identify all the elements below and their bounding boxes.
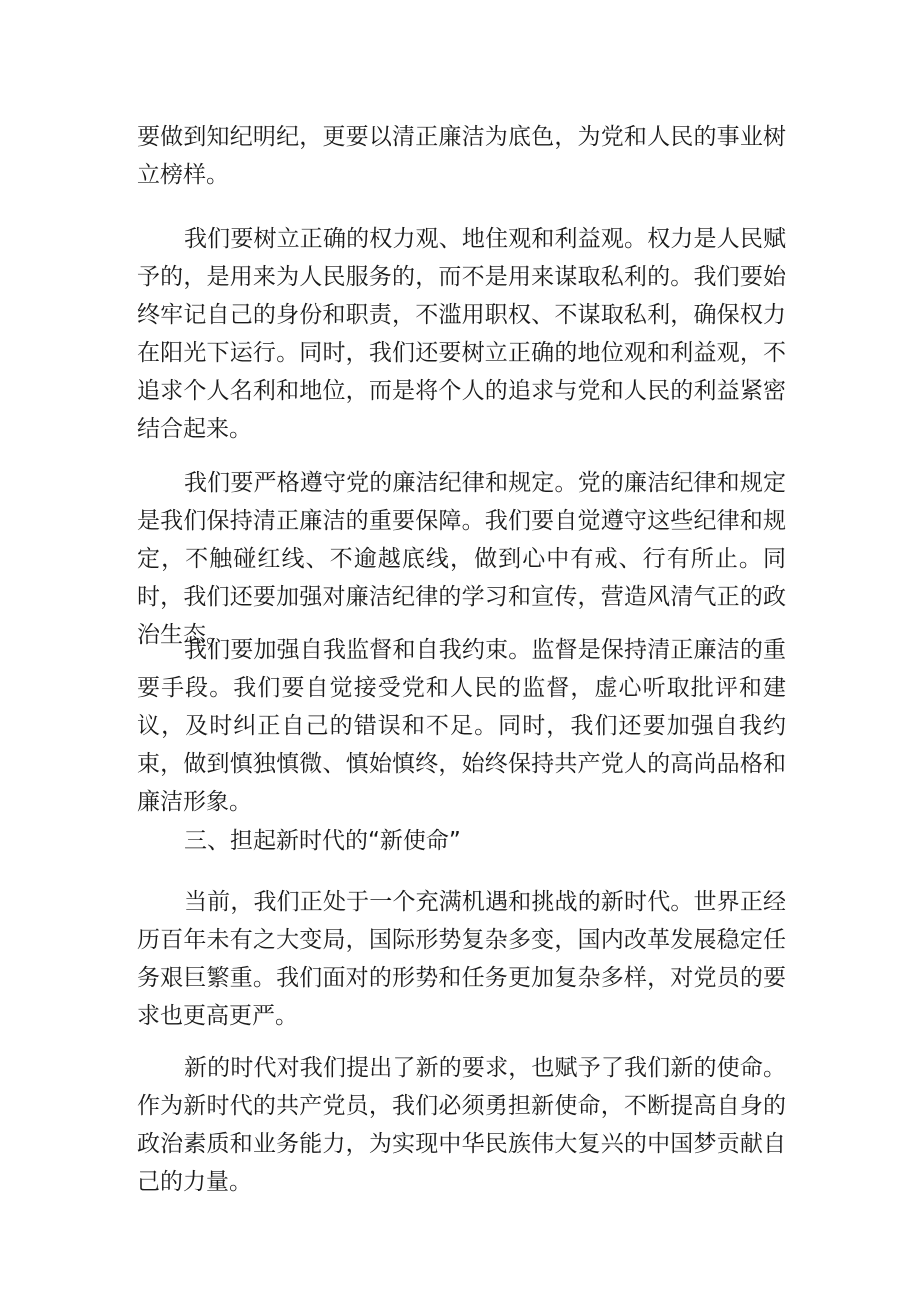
paragraph-new-mission: 新的时代对我们提出了新的要求，也赋予了我们新的使命。作为新时代的共产党员，我们必须勇担新使命，不断提高自身的政治素质和业务能力，为实现中华民族伟大复兴的中国梦贡献自己的力量。 xyxy=(137,1055,786,1195)
paragraph-continuation: 要做到知纪明纪，更要以清正廉洁为底色，为党和人民的事业树立榜样。 xyxy=(137,124,786,188)
paragraph-new-era: 当前，我们正处于一个充满机遇和挑战的新时代。世界正经历百年未有之大变局，国际形势复杂多变，国内改革发展稳定任务艰巨繁重。我们面对的形势和任务更加复杂多样，对党员的要求也更高更严。 xyxy=(137,889,786,1029)
paragraph-supervision: 我们要加强自我监督和自我约束。监督是保持清正廉洁的重要手段。我们要自觉接受党和人民的监督，虚心听取批评和建议，及时纠正自己的错误和不足。同时，我们还要加强自我约束，做到慎独慎微、慎始慎终，始终保持共产党人的高尚品格和廉洁形象。 xyxy=(137,637,786,815)
section-heading: 三、担起新时代的“新使命” xyxy=(184,828,461,854)
paragraph-discipline: 我们要严格遵守党的廉洁纪律和规定。党的廉洁纪律和规定是我们保持清正廉洁的重要保障。我们要自觉遵守这些纪律和规定，不触碰红线、不逾越底线，做到心中有戒、行有所止。同时，我们还要加强对廉洁纪律的学习和宣传，营造风清气正的政治生态。 xyxy=(137,470,786,648)
paragraph-power-view: 我们要树立正确的权力观、地住观和利益观。权力是人民赋予的，是用来为人民服务的，而不是用来谋取私利的。我们要始终牢记自己的身份和职责，不滥用职权、不谋取私利，确保权力在阳光下运行。同时，我们还要树立正确的地位观和利益观，不追求个人名利和地位，而是将个人的追求与党和人民的利益紧密结合起来。 xyxy=(137,226,786,442)
